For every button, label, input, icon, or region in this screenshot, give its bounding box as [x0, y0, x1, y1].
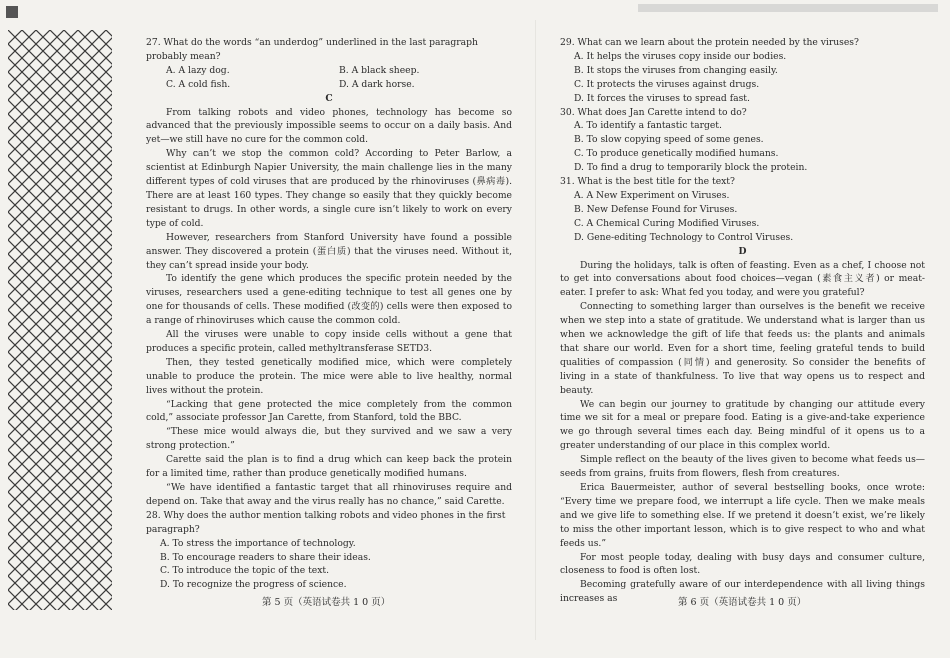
passage-c-paragraph: All the viruses were unable to copy inside cells without a gene that produces a specific protein, called methyltransferase SETD3.: [146, 329, 512, 354]
question-27-options-row-2: [146, 78, 512, 92]
question-29-stem: 29. What can we learn about the protein needed by the viruses?: [560, 37, 859, 48]
question-27-stem: 27. What do the words “an underdog” underlined in the last paragraph probably mean?: [146, 37, 478, 62]
option-29-d: D. It forces the viruses to spread fast.: [574, 92, 750, 104]
option-30-a: A. To identify a fantastic target.: [574, 120, 722, 132]
passage-c-paragraph: From talking robots and video phones, technology has become so advanced that the previously impossible seems to occur on a daily basis. And yet—we still have no cure for the common cold.: [146, 106, 512, 146]
option-28-d: D. To recognize the progress of science.: [160, 579, 347, 591]
option-29-a: A. It helps the viruses copy inside our bodies.: [574, 50, 787, 62]
passage-c-paragraph: Why can’t we stop the common cold? According to Peter Barlow, a scientist at Edinburgh Napier University, the main challenge lies in the many different types of cold viruses that are produced by the rhinoviruses (鼻病毒). There are at least 160 types. They change so easily that they quickly become resistant to drugs. In other words, a single cure isn’t likely to work on every type of cold.: [146, 148, 512, 229]
question-31-stem: 31. What is the best title for the text?: [560, 176, 735, 188]
page-6-column: [560, 36, 925, 606]
passage-c-paragraph: Carette said the plan is to find a drug which can keep back the protein for a limited time, rather than produce genetically modified humans.: [146, 454, 512, 480]
page-5-footer: 第 5 页（英语试卷共 1 0 页）: [262, 597, 391, 608]
option-30-c: C. To produce genetically modified humans.: [574, 148, 779, 160]
binding-lattice-pattern: [8, 30, 112, 610]
page-6-footer: 第 6 页（英语试卷共 1 0 页）: [678, 597, 807, 608]
option-29-c: C. It protects the viruses against drugs.: [574, 78, 760, 90]
option-31-c: C. A Chemical Curing Modified Viruses.: [574, 217, 760, 229]
passage-d-paragraph: Becoming gratefully aware of our interdependence with all living things increases as: [560, 579, 925, 605]
passage-d-paragraph: We can begin our journey to gratitude by changing our attitude every time we sit for a meal or prepare food. Eating is a give-and-take experience we go through several times each day. Being mindful of it opens us to a greater understanding of our place in this complex world.: [560, 398, 925, 452]
option-30-d: D. To find a drug to temporarily block the protein.: [574, 162, 808, 174]
scan-edge-shadow: [638, 4, 938, 12]
registration-mark: [6, 6, 18, 18]
section-c-heading: C: [325, 92, 333, 104]
option-30-b: B. To slow copying speed of some genes.: [574, 134, 764, 146]
question-28-stem: 28. Why does the author mention talking robots and video phones in the first paragraph?: [146, 509, 506, 535]
option-27-a: A. A lazy dog.: [166, 64, 230, 76]
passage-d-paragraph: Connecting to something larger than ourselves is the benefit we receive when we step into a state of gratitude. We understand what is larger than us when we acknowledge the gift of life that feeds us: the plants and animals that share our world. Even for a short time, feeling grateful tends to build qualities of compassion (同情) and generosity. So consider the benefits of living in a state of thankfulness. To live that way opens us to respect and beauty.: [560, 301, 925, 396]
option-29-b: B. It stops the viruses from changing easily.: [574, 64, 778, 76]
page-fold: [535, 20, 536, 640]
passage-d-paragraph: Simple reflect on the beauty of the lives given to become what feeds us—seeds from grains, fruits from flowers, flesh from creatures.: [560, 454, 925, 480]
option-27-b: B. A black sheep.: [339, 64, 420, 76]
passage-d-paragraph: For most people today, dealing with busy days and consumer culture, closeness to food is often lost.: [560, 551, 925, 577]
option-31-a: A. A New Experiment on Viruses.: [574, 189, 730, 201]
section-d-heading: D: [738, 245, 747, 257]
option-27-c: C. A cold fish.: [166, 78, 231, 90]
passage-d-paragraph: During the holidays, talk is often of feasting. Even as a chef, I choose not to get into conversations about food choices—vegan (素食主义者) or meat-eater. I prefer to ask: What fed you today, and were you grateful?: [560, 259, 925, 299]
option-31-b: B. New Defense Found for Viruses.: [574, 203, 738, 215]
question-27-options-row-1: [146, 64, 512, 78]
passage-c-paragraph: “Lacking that gene protected the mice completely from the common cold,” associate professor Jan Carette, from Stanford, told the BBC.: [146, 398, 512, 424]
passage-c-paragraph: However, researchers from Stanford University have found a possible answer. They discovered a protein (蛋白质) that the viruses need. Without it, they can’t spread inside your body.: [146, 231, 512, 271]
option-28-b: B. To encourage readers to share their ideas.: [160, 551, 371, 563]
option-28-c: C. To introduce the topic of the text.: [160, 565, 329, 577]
passage-c-paragraph: Then, they tested genetically modified mice, which were completely unable to produce the protein. The mice were able to live healthy, normal lives without the protein.: [146, 356, 512, 396]
option-28-a: A. To stress the importance of technology.: [160, 537, 356, 549]
passage-c-paragraph: To identify the gene which produces the specific protein needed by the viruses, researchers used a gene-editing technique to test all genes one by one for thousands of cells. These modified (改变的) cells were then exposed to a range of rhinoviruses which cause the common cold.: [146, 273, 512, 327]
passage-c-paragraph: “These mice would always die, but they survived and we saw a very strong protection.”: [146, 426, 512, 452]
passage-c-paragraph: “We have identified a fantastic target that all rhinoviruses require and depend on. Take that away and the virus really has no chance,” said Carette.: [146, 482, 512, 507]
question-30-stem: 30. What does Jan Carette intend to do?: [560, 106, 747, 118]
page-5-column: [146, 36, 512, 592]
option-31-d: D. Gene-editing Technology to Control Viruses.: [574, 231, 794, 243]
passage-d-paragraph: Erica Bauermeister, author of several bestselling books, once wrote: “Every time we prepare food, we interrupt a life cycle. Then we make meals and we give life to something else. If we pretend it doesn’t exist, we’re likely to miss the other important lesson, which is to give respect to who and what feeds us.”: [560, 482, 925, 549]
option-27-d: D. A dark horse.: [339, 78, 415, 90]
